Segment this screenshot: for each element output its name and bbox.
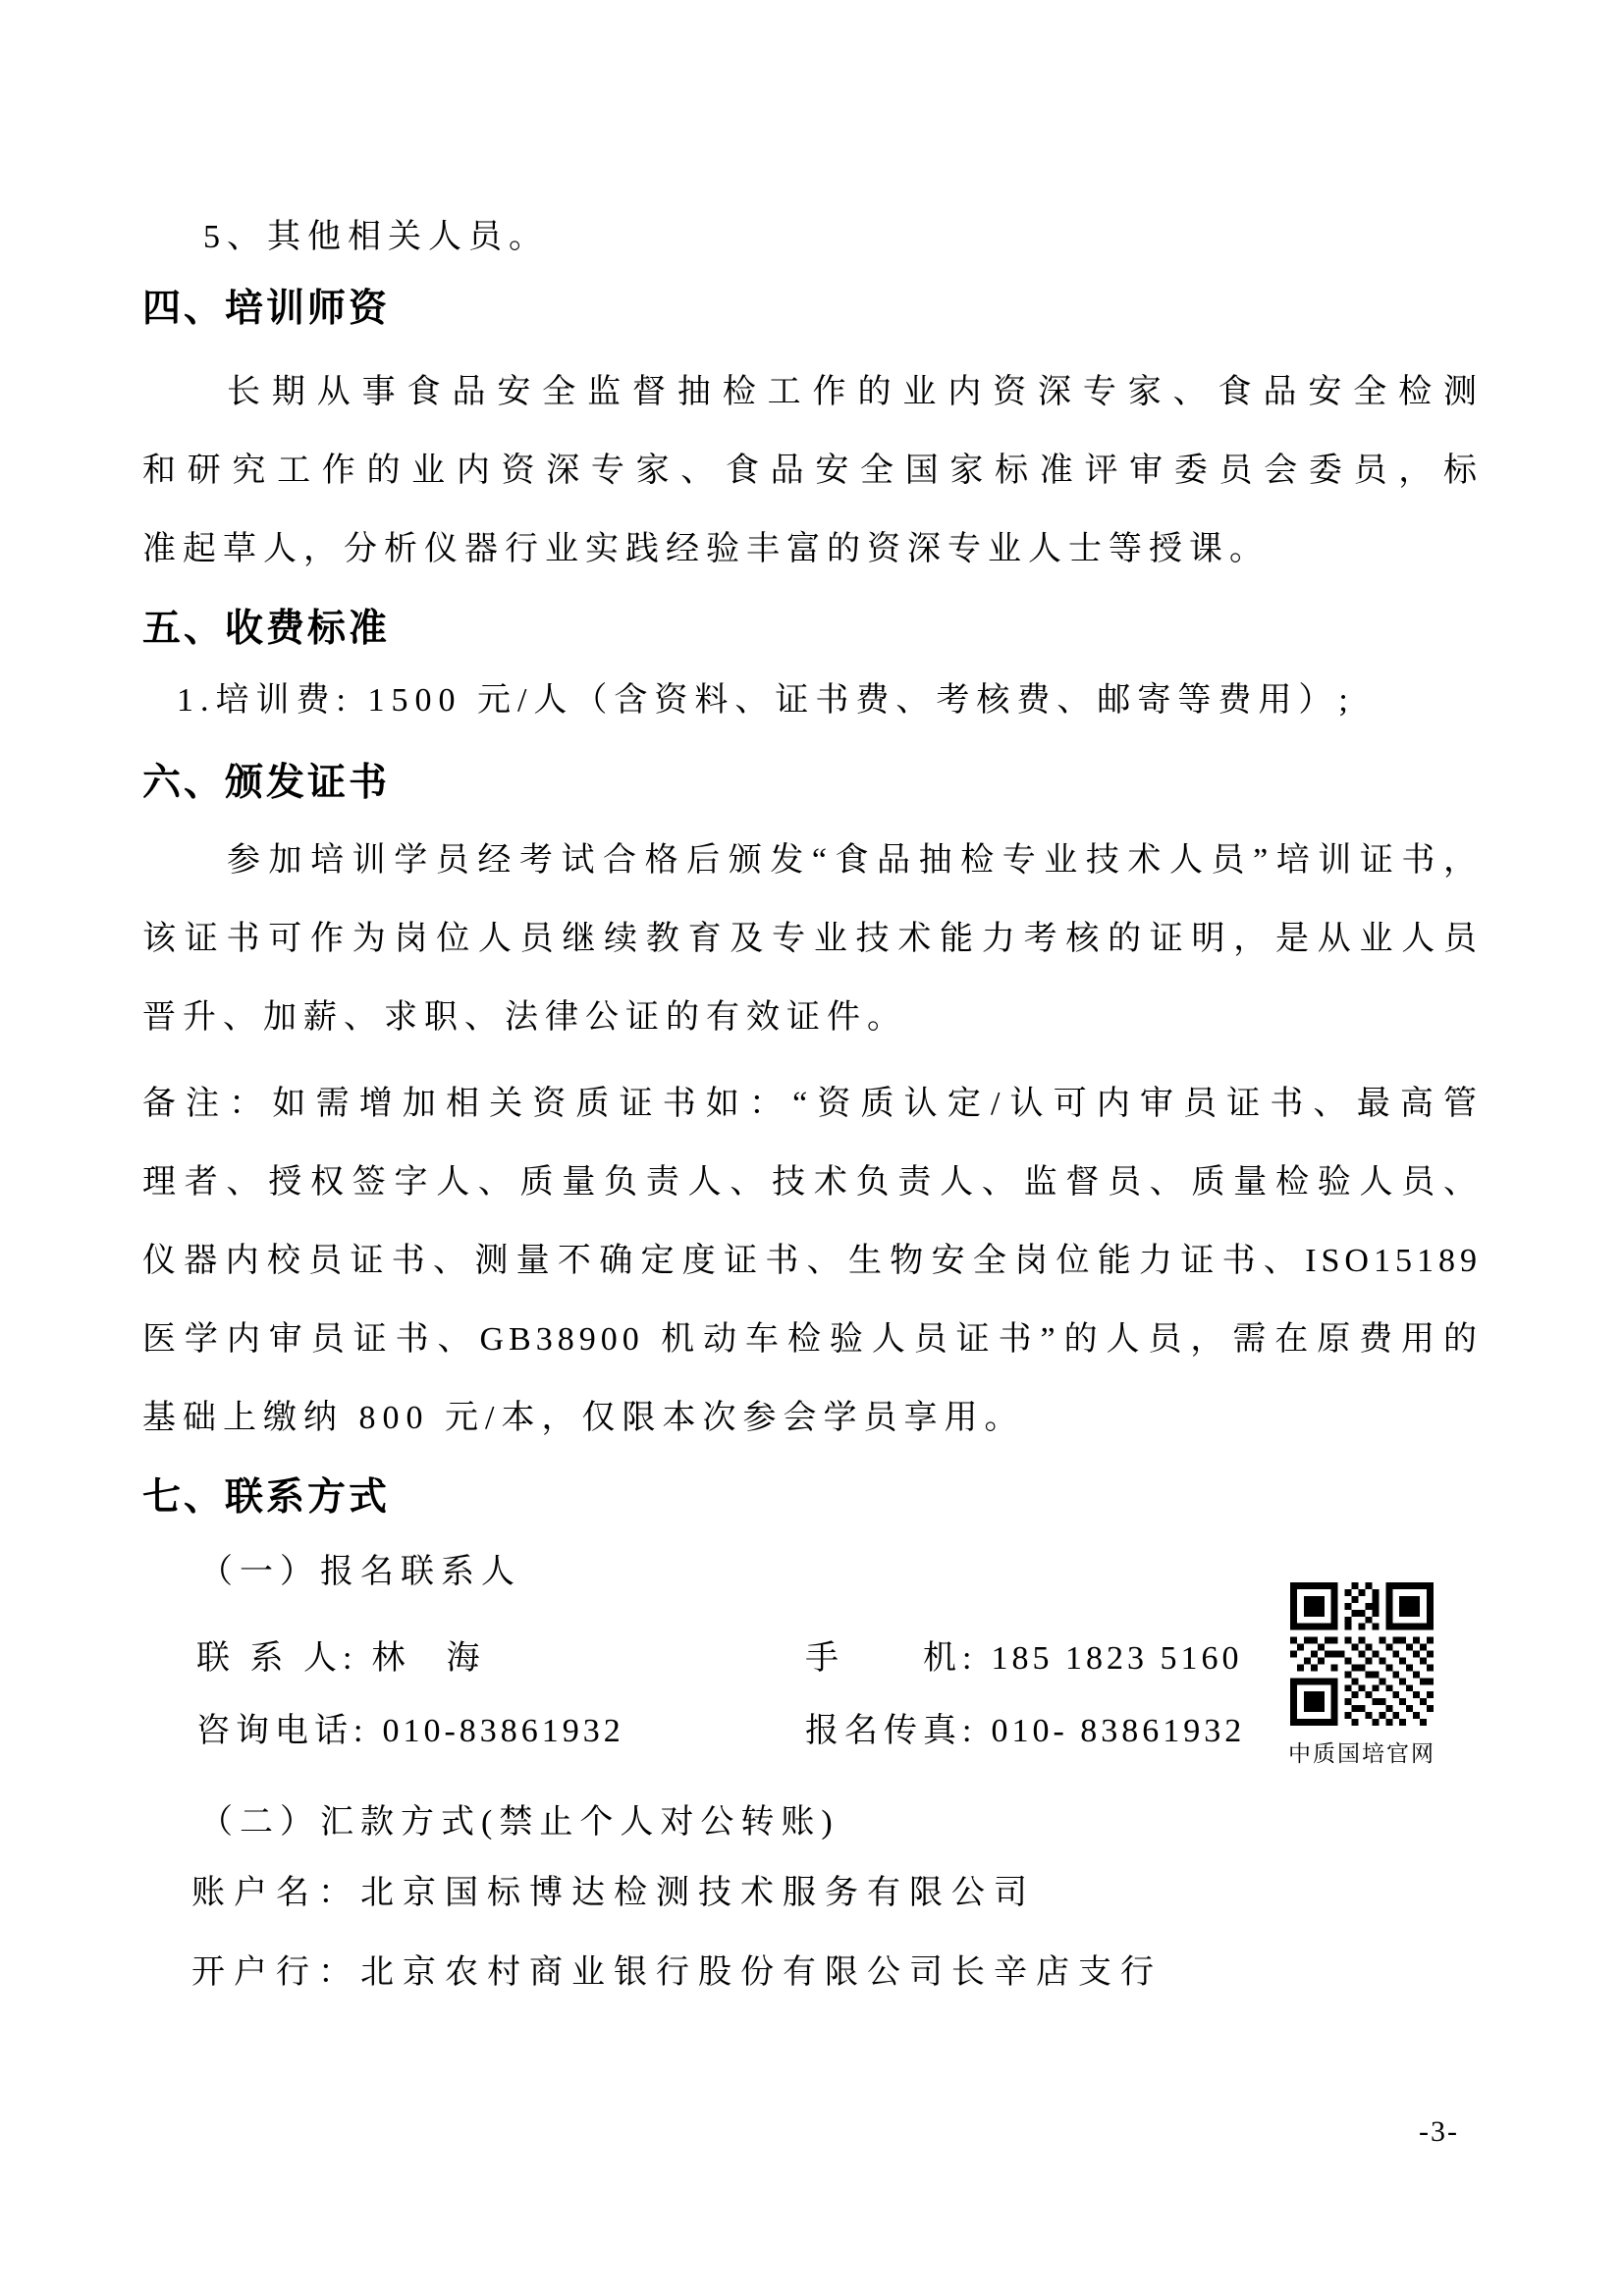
fee-item: 1.培训费: 1500 元/人（含资料、证书费、考核费、邮寄等费用）;	[177, 682, 1355, 719]
paragraph-line: 和研究工作的业内资深专家、食品安全国家标准评审委员会委员，标	[142, 453, 1482, 489]
list-item-other-personnel: 5、其他相关人员。	[203, 219, 549, 255]
note-line: 医学内审员证书、GB38900 机动车检验人员证书”的人员，需在原费用的	[142, 1321, 1482, 1358]
qr-code-block	[1288, 1582, 1435, 1768]
account-name-line: 账户名：北京国标博达检测技术服务有限公司	[191, 1875, 1036, 1911]
document-content	[142, 0, 1482, 2001]
qr-caption: 中质国培官网	[1288, 1741, 1435, 1766]
registration-fax	[805, 1704, 1245, 1759]
section4-heading: 四、培训师资	[142, 288, 391, 330]
note-paragraph	[142, 1065, 1482, 1458]
fax-value: 010- 83861932	[991, 1713, 1246, 1749]
inquiry-phone-label: 咨询电话:	[196, 1713, 369, 1749]
bank-line: 开户行：北京农村商业银行股份有限公司长辛店支行	[191, 1954, 1163, 1991]
paragraph-line: 该证书可作为岗位人员继续教育及专业技术能力考核的证明，是从业人员	[142, 921, 1482, 957]
paragraph-line: 长期从事食品安全监督抽检工作的业内资深专家、食品安全检测	[227, 374, 1482, 410]
contact-person-value: 林 海	[371, 1640, 484, 1677]
paragraph-line: 参加培训学员经考试合格后颁发“食品抽检专业技术人员”培训证书，	[227, 842, 1482, 879]
note-line: 基础上缴纳 800 元/本，仅限本次参会学员享用。	[142, 1400, 1025, 1436]
mobile-value: 185 1823 5160	[991, 1640, 1243, 1677]
inquiry-phone-value: 010-83861932	[382, 1713, 624, 1749]
contact-row-1	[142, 1631, 1482, 1686]
mobile-phone	[805, 1631, 1242, 1686]
section4-paragraph	[142, 353, 1482, 589]
subsection-registration-contact: （一）报名联系人	[199, 1554, 521, 1590]
note-line: 理者、授权签字人、质量负责人、技术负责人、监督员、质量检验人员、	[142, 1164, 1482, 1201]
section7-heading: 七、联系方式	[142, 1476, 391, 1519]
note-line: 备注：如需增加相关资质证书如：“资质认定/认可内审员证书、最高管	[142, 1086, 1482, 1122]
mobile-label: 手 机:	[805, 1640, 978, 1677]
section5-heading: 五、收费标准	[142, 608, 391, 650]
inquiry-phone	[196, 1704, 805, 1759]
paragraph-line: 晋升、加薪、求职、法律公证的有效证件。	[142, 999, 907, 1036]
section6-heading: 六、颁发证书	[142, 762, 391, 804]
fax-label: 报名传真:	[805, 1713, 978, 1749]
paragraph-line: 准起草人，分析仪器行业实践经验丰富的资深专业人士等授课。	[142, 531, 1270, 567]
note-line: 仪器内校员证书、测量不确定度证书、生物安全岗位能力证书、ISO15189	[142, 1243, 1482, 1279]
contact-person-label: 联 系 人:	[196, 1640, 358, 1677]
page-number: -3-	[1419, 2115, 1459, 2148]
contact-person	[196, 1631, 805, 1686]
qr-code-image	[1290, 1582, 1434, 1726]
subsection-remittance: （二）汇款方式(禁止个人对公转账)	[199, 1804, 839, 1841]
contact-row-2	[142, 1704, 1482, 1759]
section6-paragraph	[142, 822, 1482, 1057]
